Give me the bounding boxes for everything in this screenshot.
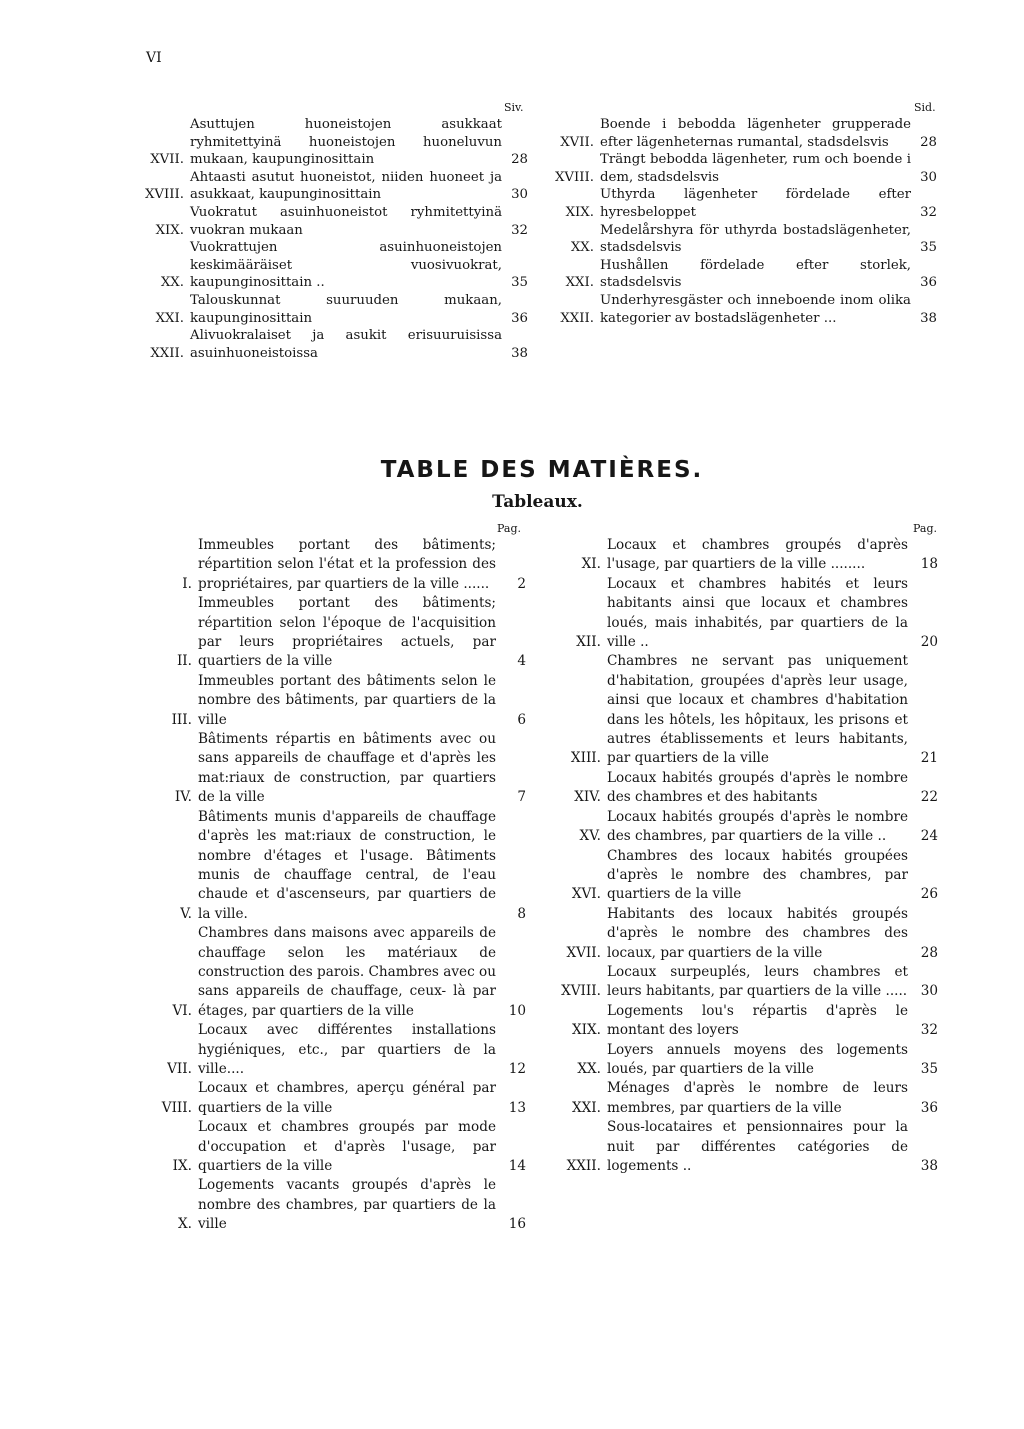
page-reference: 30 bbox=[920, 983, 938, 1000]
entry-title: Loyers annuels moyens des logements loués, par quartiers de la ville bbox=[607, 1041, 908, 1077]
toc-entry bbox=[140, 594, 526, 672]
page-reference: 38 bbox=[920, 310, 937, 326]
page-reference: 7 bbox=[517, 789, 526, 806]
page-reference: 16 bbox=[508, 1216, 526, 1233]
toc-entry bbox=[543, 1079, 938, 1118]
table-number: XXII. bbox=[150, 345, 184, 361]
page-reference: 2 bbox=[517, 575, 526, 592]
toc-entry bbox=[540, 222, 937, 257]
entry-title: Ahtaasti asutut huoneistot, niiden huoneet ja asukkaat, kaupunginosittain bbox=[190, 169, 502, 203]
toc-entry bbox=[140, 924, 526, 1021]
table-number: XVIII. bbox=[554, 169, 594, 185]
table-number: XX. bbox=[570, 240, 594, 256]
table-number: I. bbox=[182, 575, 192, 592]
toc-entry bbox=[140, 672, 526, 730]
entry-title: Immeubles portant des bâtiments selon le nombre des bâtiments, par quartiers de la ville bbox=[198, 672, 496, 728]
table-number: IX. bbox=[172, 1158, 192, 1174]
toc-entry bbox=[140, 536, 526, 594]
table-number: XX. bbox=[160, 275, 184, 291]
entry-title: Hushållen fördelade efter storlek, stadsdelsvis bbox=[600, 257, 911, 291]
page-reference: 28 bbox=[920, 134, 937, 150]
toc-entry bbox=[543, 536, 938, 575]
table-number: XXI. bbox=[155, 310, 184, 326]
page-reference: 6 bbox=[517, 711, 526, 728]
column-header-sid: Sid. bbox=[914, 101, 936, 114]
page-reference: 14 bbox=[508, 1158, 526, 1174]
column-header-pag-left: Pag. bbox=[497, 522, 522, 535]
entry-title: Locaux et chambres groupés par mode d'occupation et d'après l'usage, par quartiers de la ville bbox=[198, 1119, 496, 1174]
table-number: VI. bbox=[172, 1002, 192, 1019]
entry-title: Bâtiments répartis en bâtiments avec ou sans appareils de chauffage et d'après les mat:riaux de construction, par quartiers de la ville bbox=[198, 731, 496, 806]
page-reference: 12 bbox=[508, 1060, 526, 1077]
page-reference: 13 bbox=[508, 1099, 526, 1116]
toc-entry bbox=[543, 575, 938, 653]
page-reference: 24 bbox=[920, 828, 938, 845]
page-reference: 35 bbox=[920, 1060, 938, 1077]
toc-entry bbox=[543, 963, 938, 1002]
entry-title: Uthyrda lägenheter fördelade efter hyresbeloppet bbox=[600, 187, 911, 220]
table-number: XVIII. bbox=[561, 983, 601, 1000]
french-contents-list-left bbox=[140, 536, 526, 1235]
table-number: XXI. bbox=[571, 1099, 601, 1116]
toc-entry bbox=[128, 116, 528, 169]
page-reference: 35 bbox=[920, 240, 937, 256]
entry-title: Locaux et chambres, aperçu général par quartiers de la ville bbox=[198, 1080, 496, 1116]
toc-entry bbox=[543, 1118, 938, 1176]
entry-title: Chambres des locaux habités groupées d'après le nombre des chambres, par quartiers de la ville bbox=[607, 847, 908, 903]
entry-title: Boende i bebodda lägenheter grupperade efter lägenheternas rumantal, stadsdelsvis bbox=[600, 117, 911, 150]
toc-entry bbox=[540, 151, 937, 186]
page-reference: 32 bbox=[511, 222, 528, 238]
entry-title: Vuokrattujen asuinhuoneistojen keskimääräiset vuosivuokrat, kaupunginosittain .. bbox=[190, 240, 502, 291]
table-number: XIX. bbox=[155, 222, 184, 238]
entry-title: Logements lou's répartis d'après le montant des loyers bbox=[607, 1002, 908, 1039]
entry-title: Bâtiments munis d'appareils de chauffage d'après les mat:riaux de construction, le nombre d'étages et l'usage. Bâtiments munis de chauffage central, de l'eau chaude et d'ascenseurs, par quartiers de la ville. bbox=[198, 808, 496, 922]
table-number: XIX. bbox=[571, 1022, 601, 1039]
table-number: XXII. bbox=[560, 310, 594, 326]
table-number: V. bbox=[180, 905, 192, 922]
toc-entry bbox=[140, 1021, 526, 1079]
entry-title: Chambres ne servant pas uniquement d'habitation, groupées d'après leur usage, ainsi que locaux et chambres d'habitation dans les hôtels, les hôpitaux, les prisons et autres établissements et leurs habitants, par quartiers de la ville bbox=[607, 653, 908, 767]
table-number: XI. bbox=[581, 556, 601, 573]
page-number: VI bbox=[146, 50, 162, 66]
page-reference: 18 bbox=[920, 556, 938, 573]
page-title: TABLE DES MATIÈRES. bbox=[380, 457, 704, 483]
entry-title: Locaux habités groupés d'après le nombre des chambres, par quartiers de la ville .. bbox=[607, 808, 908, 845]
page-reference: 22 bbox=[920, 789, 938, 806]
page-reference: 8 bbox=[517, 905, 526, 922]
page-reference: 32 bbox=[920, 1022, 938, 1039]
page-reference: 36 bbox=[511, 310, 528, 326]
toc-entry bbox=[140, 1118, 526, 1176]
toc-entry bbox=[140, 1176, 526, 1234]
toc-entry bbox=[128, 292, 528, 327]
table-number: XVII. bbox=[566, 944, 601, 961]
table-number: XIII. bbox=[570, 750, 601, 767]
page-reference: 30 bbox=[920, 169, 937, 185]
entry-title: Talouskunnat suuruuden mukaan, kaupunginosittain bbox=[190, 292, 502, 326]
entry-title: Locaux surpeuplés, leurs chambres et leurs habitants, par quartiers de la ville ..... bbox=[607, 963, 908, 1000]
entry-title: Underhyresgäster och inneboende inom olika kategorier av bostadslägenheter ... bbox=[600, 292, 911, 326]
table-number: II. bbox=[176, 653, 192, 670]
entry-title: Immeubles portant des bâtiments; répartition selon l'état et la profession des propriétaires, par quartiers de la ville ...... bbox=[198, 537, 496, 592]
page-reference: 20 bbox=[920, 634, 938, 651]
page-reference: 38 bbox=[920, 1158, 938, 1174]
toc-entry bbox=[543, 905, 938, 963]
toc-entry bbox=[140, 730, 526, 808]
page-reference: 30 bbox=[511, 187, 528, 203]
table-number: XVI. bbox=[571, 886, 601, 903]
page-reference: 36 bbox=[920, 275, 937, 291]
french-contents-list-right bbox=[543, 536, 938, 1176]
table-number: XVIII. bbox=[144, 187, 184, 203]
table-number: XVII. bbox=[150, 152, 184, 168]
toc-entry bbox=[540, 292, 937, 327]
toc-entry bbox=[140, 1079, 526, 1118]
table-number: VIII. bbox=[161, 1099, 192, 1116]
entry-title: Vuokratut asuinhuoneistot ryhmitettyinä vuokran mukaan bbox=[190, 204, 502, 238]
table-number: XVII. bbox=[560, 134, 594, 150]
toc-entry bbox=[543, 1041, 938, 1080]
toc-entry bbox=[128, 204, 528, 239]
page-reference: 4 bbox=[517, 653, 526, 670]
table-number: XXI. bbox=[565, 275, 594, 291]
page-reference: 32 bbox=[920, 204, 937, 220]
column-header-siv: Siv. bbox=[504, 101, 524, 114]
page-reference: 28 bbox=[920, 944, 938, 961]
table-number: XIX. bbox=[565, 204, 594, 220]
entry-title: Alivuokralaiset ja asukit erisuuruisissa asuinhuoneistoissa bbox=[190, 328, 502, 361]
page-reference: 38 bbox=[511, 345, 528, 361]
page-reference: 28 bbox=[511, 152, 528, 168]
entry-title: Sous-locataires et pensionnaires pour la nuit par différentes catégories de logements .. bbox=[607, 1119, 908, 1174]
toc-entry bbox=[128, 327, 528, 362]
table-number: XX. bbox=[577, 1060, 601, 1077]
entry-title: Logements vacants groupés d'après le nombre des chambres, par quartiers de la ville bbox=[198, 1177, 496, 1233]
table-number: X. bbox=[178, 1216, 192, 1233]
table-number: XII. bbox=[576, 634, 601, 651]
entry-title: Locaux avec différentes installations hygiéniques, etc., par quartiers de la ville.... bbox=[198, 1022, 496, 1077]
entry-title: Medelårshyra för uthyrda bostadslägenheter, stadsdelsvis bbox=[600, 222, 911, 256]
page-reference: 26 bbox=[920, 886, 938, 903]
entry-title: Trängt bebodda lägenheter, rum och boende i dem, stadsdelsvis bbox=[600, 152, 911, 185]
column-header-pag-right: Pag. bbox=[913, 522, 938, 535]
entry-title: Locaux et chambres habités et leurs habitants ainsi que locaux et chambres loués, mais inhabités, par quartiers de la ville .. bbox=[607, 575, 908, 651]
toc-entry bbox=[540, 116, 937, 151]
entry-title: Immeubles portant des bâtiments; répartition selon l'époque de l'acquisition par leurs propriétaires actuels, par quartiers de la ville bbox=[198, 595, 496, 670]
table-number: III. bbox=[171, 711, 192, 728]
table-number: IV. bbox=[174, 789, 192, 806]
finnish-contents-list bbox=[128, 116, 528, 362]
toc-entry bbox=[543, 847, 938, 905]
entry-title: Ménages d'après le nombre de leurs membres, par quartiers de la ville bbox=[607, 1080, 908, 1116]
section-subtitle: Tableaux. bbox=[492, 492, 583, 512]
entry-title: Chambres dans maisons avec appareils de chauffage selon les matériaux de construction des parois. Chambres avec ou sans appareils de chauffage, ceux- là par étages, par quartiers de la ville bbox=[198, 925, 496, 1019]
page-reference: 10 bbox=[508, 1002, 526, 1019]
toc-entry bbox=[543, 652, 938, 768]
toc-entry bbox=[540, 257, 937, 292]
toc-entry bbox=[540, 186, 937, 221]
table-number: XV. bbox=[579, 828, 601, 845]
table-number: VII. bbox=[167, 1060, 192, 1077]
toc-entry bbox=[543, 769, 938, 808]
entry-title: Habitants des locaux habités groupés d'après le nombre des chambres des locaux, par quartiers de la ville bbox=[607, 905, 908, 961]
table-number: XIV. bbox=[574, 789, 601, 806]
page-reference: 21 bbox=[920, 750, 938, 767]
entry-title: Locaux habités groupés d'après le nombre des chambres et des habitants bbox=[607, 769, 908, 806]
swedish-contents-list bbox=[540, 116, 937, 327]
page-reference: 35 bbox=[511, 275, 528, 291]
toc-entry bbox=[543, 808, 938, 847]
page-reference: 36 bbox=[920, 1099, 938, 1116]
toc-entry bbox=[128, 169, 528, 204]
toc-entry bbox=[128, 239, 528, 292]
entry-title: Asuttujen huoneistojen asukkaat ryhmitettyinä huoneistojen huoneluvun mukaan, kaupunginosittain bbox=[190, 117, 502, 168]
entry-title: Locaux et chambres groupés d'après l'usage, par quartiers de la ville ........ bbox=[607, 537, 908, 573]
table-number: XXII. bbox=[566, 1158, 601, 1174]
toc-entry bbox=[543, 1002, 938, 1041]
toc-entry bbox=[140, 808, 526, 924]
